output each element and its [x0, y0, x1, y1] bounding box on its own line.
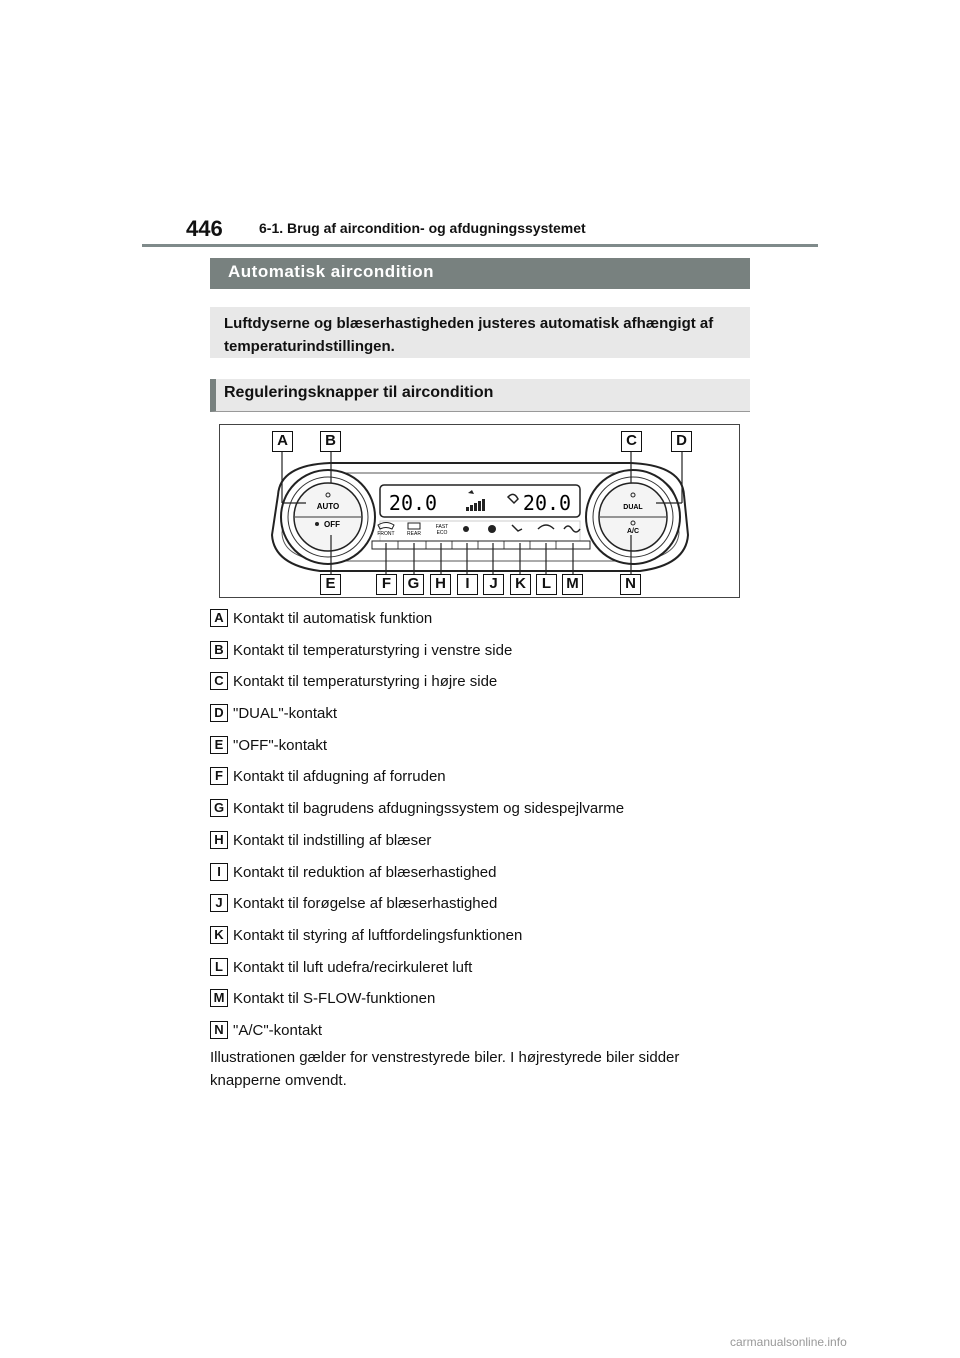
fan-high-icon	[488, 525, 496, 533]
legend-item	[210, 765, 770, 797]
legend-key: I	[210, 863, 228, 881]
legend-key: C	[210, 672, 228, 690]
legend-text: Kontakt til S-FLOW-funktionen	[233, 990, 436, 1008]
callout-j: J	[483, 574, 504, 595]
legend-key: K	[210, 926, 228, 944]
legend-list	[210, 607, 770, 1051]
callout-c: C	[621, 431, 642, 452]
legend-item	[210, 607, 770, 639]
legend-item	[210, 956, 770, 988]
off-label: OFF	[324, 520, 340, 529]
left-temperature-readout: 20.0	[388, 491, 438, 515]
illustration-note: Illustrationen gælder for venstrestyrede biler. I højrestyrede biler sidder knapperne omvendt.	[210, 1049, 680, 1089]
callout-a: A	[272, 431, 293, 452]
dual-label: DUAL	[623, 504, 643, 511]
rear-label: REAR	[407, 531, 421, 537]
legend-text: Kontakt til styring af luftfordelingsfunktionen	[233, 926, 523, 944]
legend-text: "A/C"-kontakt	[233, 1021, 323, 1039]
legend-item	[210, 892, 770, 924]
watermark: carmanualsonline.info	[730, 1335, 847, 1349]
legend-key: F	[210, 767, 228, 785]
subsection-banner	[210, 379, 750, 412]
legend-key: G	[210, 799, 228, 817]
fan-low-icon	[463, 526, 469, 532]
legend-item	[210, 987, 770, 1019]
legend-text: Kontakt til temperaturstyring i højre side	[233, 673, 498, 691]
legend-key: B	[210, 641, 228, 659]
legend-item	[210, 829, 770, 861]
callout-h: H	[430, 574, 451, 595]
climate-panel-drawing	[220, 425, 741, 599]
callout-i: I	[457, 574, 478, 595]
legend-key: N	[210, 1021, 228, 1039]
legend-text: Kontakt til temperaturstyring i venstre side	[233, 641, 513, 659]
legend-text: Kontakt til luft udefra/recirkuleret luft	[233, 958, 473, 976]
legend-text: Kontakt til bagrudens afdugningssystem og sidespejlvarme	[233, 800, 625, 818]
legend-text: Kontakt til forøgelse af blæserhastighed	[233, 895, 498, 913]
legend-key: J	[210, 894, 228, 912]
page-number: 446	[186, 216, 223, 241]
intro-box: Luftdyserne og blæserhastigheden justeres automatisk afhængigt af temperaturindstillingen.	[210, 307, 750, 358]
legend-key: E	[210, 736, 228, 754]
auto-label: AUTO	[316, 502, 340, 511]
legend-key: M	[210, 989, 228, 1007]
front-label: FRONT	[377, 531, 395, 537]
legend-item	[210, 702, 770, 734]
legend-text: "DUAL"-kontakt	[233, 705, 338, 723]
legend-item	[210, 924, 770, 956]
section-banner	[210, 258, 750, 289]
left-temperature-knob	[281, 470, 375, 564]
legend-text: Kontakt til afdugning af forruden	[233, 768, 446, 786]
callout-b: B	[320, 431, 341, 452]
callout-d: D	[671, 431, 692, 452]
callout-m: M	[562, 574, 583, 595]
right-temperature-knob	[586, 470, 680, 564]
callout-l: L	[536, 574, 557, 595]
fast-label: FAST	[435, 524, 449, 530]
legend-text: "OFF"-kontakt	[233, 736, 327, 754]
callout-g: G	[403, 574, 424, 595]
climate-panel-figure	[219, 424, 740, 598]
right-temperature-readout: 20.0	[522, 491, 572, 515]
legend-item	[210, 797, 770, 829]
legend-key: L	[210, 958, 228, 976]
legend-text: Kontakt til automatisk funktion	[233, 610, 433, 627]
header-rule	[142, 244, 818, 247]
legend-key: A	[210, 609, 228, 627]
eco-label: ECO	[436, 530, 448, 536]
callout-e: E	[320, 574, 341, 595]
callout-f: F	[376, 574, 397, 595]
ac-label: A/C	[626, 528, 640, 535]
chapter-title: 6-1. Brug af aircondition- og afdugningssystemet	[259, 220, 586, 236]
legend-key: H	[210, 831, 228, 849]
legend-item	[210, 734, 770, 766]
legend-item	[210, 861, 770, 893]
legend-item	[210, 639, 770, 671]
legend-item	[210, 670, 770, 702]
legend-text: Kontakt til reduktion af blæserhastighed	[233, 863, 497, 881]
section-title: Automatisk aircondition	[228, 262, 435, 281]
callout-k: K	[510, 574, 531, 595]
subsection-title: Reguleringsknapper til aircondition	[224, 384, 494, 401]
legend-text: Kontakt til indstilling af blæser	[233, 831, 432, 849]
legend-key: D	[210, 704, 228, 722]
callout-n: N	[620, 574, 641, 595]
